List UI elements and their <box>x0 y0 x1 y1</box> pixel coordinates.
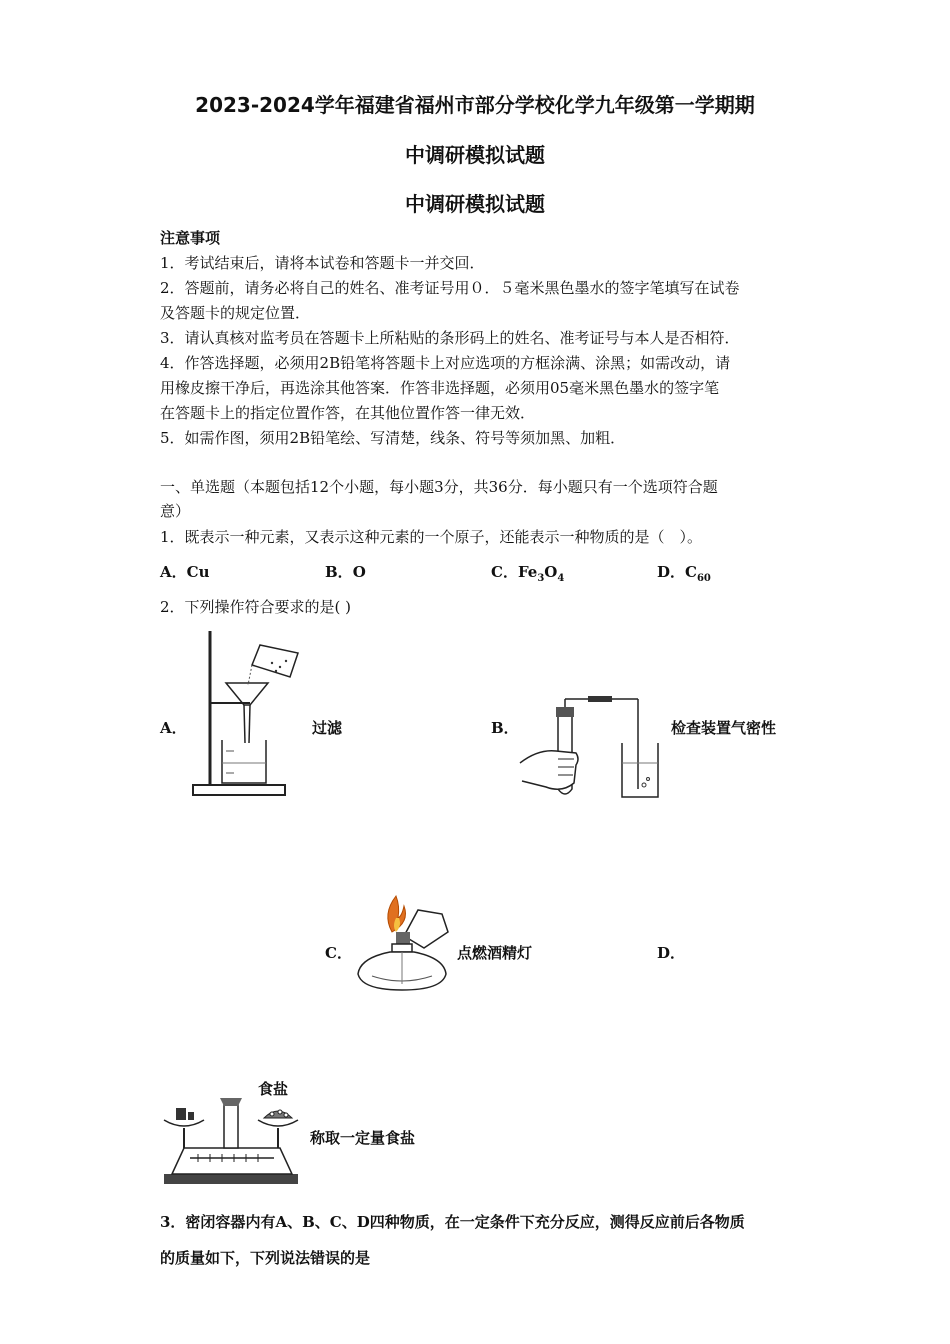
section-heading: 一、单选题（本题包括12个小题，每小题3分，共36分．每小题只有一个选项符合题 <box>160 478 718 496</box>
filtration-apparatus-figure <box>190 625 310 800</box>
q2-option-b-letter: B． <box>491 719 519 737</box>
option-letter: C． <box>491 563 518 581</box>
notice-line: 4．作答选择题，必须用2B铅笔将答题卡上对应选项的方框涂满、涂黑；如需改动，请 <box>160 354 731 372</box>
notice-heading: 注意事项 <box>160 229 221 247</box>
q2-option-a-caption: 过滤 <box>312 719 343 737</box>
subscript: 3 <box>537 573 545 584</box>
option-text: O <box>352 563 366 581</box>
q1-option-d <box>657 561 711 584</box>
q2-option-b-caption: 检查装置气密性 <box>671 719 777 737</box>
notice-line: 在答题卡上的指定位置作答，在其他位置作答一律无效． <box>160 404 536 422</box>
q1-option-a <box>160 561 210 582</box>
question-1-stem: 1．既表示一种元素，又表示这种元素的一个原子，还能表示一种物质的是（ ）。 <box>160 528 703 546</box>
notice-line: 用橡皮擦干净后，再选涂其他答案．作答非选择题，必须用05毫米黑色墨水的签字笔 <box>160 379 720 397</box>
notice-line: 2．答题前，请务必将自己的姓名、准考证号用０．５毫米黑色墨水的签字笔填写在试卷 <box>160 279 740 297</box>
q2-option-c-caption: 点燃酒精灯 <box>457 944 533 962</box>
q1-option-c <box>491 561 564 584</box>
option-text: Cu <box>186 563 210 581</box>
option-letter: B． <box>325 563 353 581</box>
subscript: 60 <box>696 573 711 584</box>
q2-option-d-caption: 称取一定量食盐 <box>310 1129 416 1147</box>
alcohol-lamp-figure <box>352 892 454 998</box>
q2-option-d-letter: D． <box>657 944 686 962</box>
balance-figure <box>160 1078 305 1188</box>
title-line-3: 中调研模拟试题 <box>405 192 545 216</box>
salt-label: 食盐 <box>258 1080 289 1098</box>
title-line-1: 2023-2024学年福建省福州市部分学校化学九年级第一学期期 <box>195 93 755 117</box>
option-letter: D． <box>657 563 686 581</box>
option-text: O <box>544 563 558 581</box>
option-letter: A． <box>160 563 187 581</box>
option-text: C <box>685 563 697 581</box>
title-line-2: 中调研模拟试题 <box>405 143 545 167</box>
notice-line: 5．如需作图，须用2B铅笔绘、写清楚，线条、符号等须加黑、加粗． <box>160 429 626 447</box>
notice-line: 及答题卡的规定位置． <box>160 304 311 322</box>
airtightness-apparatus-figure <box>518 693 668 805</box>
section-heading-cont: 意） <box>160 502 191 520</box>
q2-option-a-letter: A． <box>160 719 187 737</box>
notice-line: 1．考试结束后，请将本试卷和答题卡一并交回． <box>160 254 485 272</box>
question-3-stem-cont: 的质量如下，下列说法错误的是 <box>160 1249 371 1267</box>
option-text: Fe <box>517 563 538 581</box>
question-3-stem: 3．密闭容器内有A、B、C、D四种物质，在一定条件下充分反应，测得反应前后各物质 <box>160 1213 745 1231</box>
subscript: 4 <box>557 573 565 584</box>
notice-line: 3．请认真核对监考员在答题卡上所粘贴的条形码上的姓名、准考证号与本人是否相符． <box>160 329 740 347</box>
q2-option-c-letter: C． <box>325 944 352 962</box>
question-2-stem: 2．下列操作符合要求的是( ) <box>160 598 352 616</box>
q1-option-b <box>325 561 366 582</box>
